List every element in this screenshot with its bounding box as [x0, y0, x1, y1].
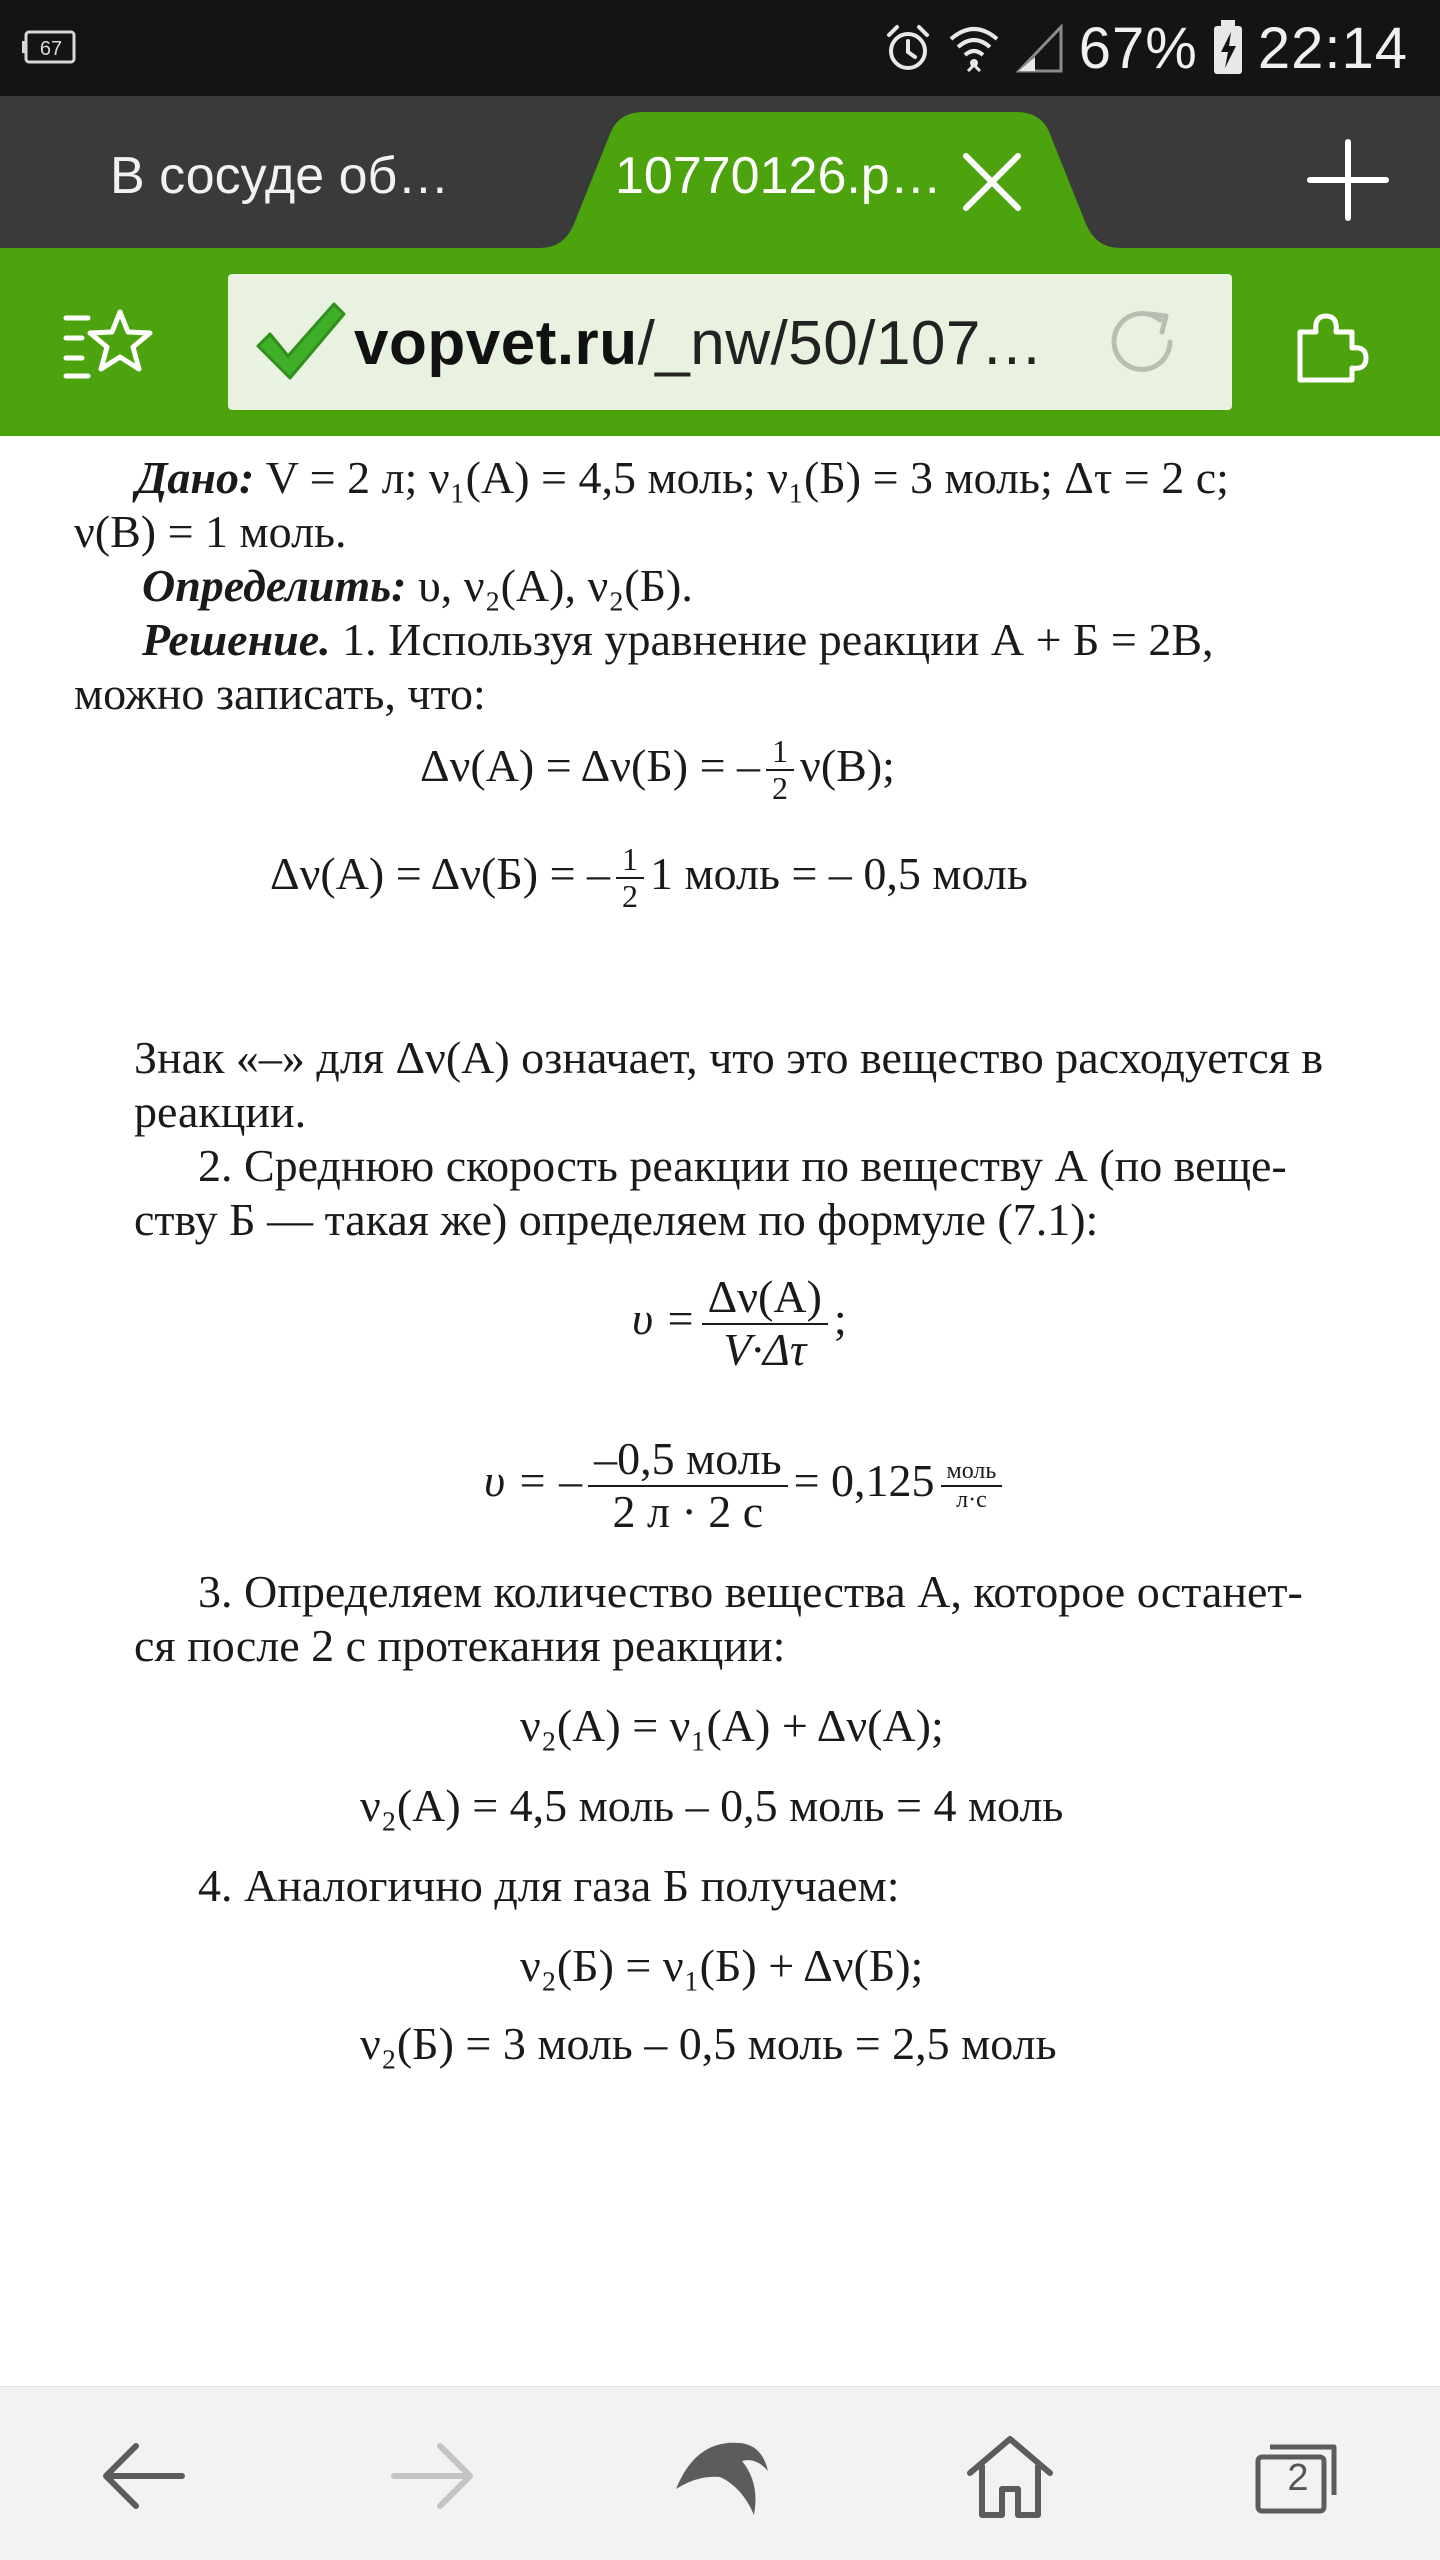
equation-2 [270, 842, 1028, 914]
document-content [0, 436, 1440, 2386]
solution-text: 1. Используя уравнение реакции А + Б = 2В, [330, 614, 1214, 665]
fraction-half: $\frac{1}{2}$ [616, 842, 644, 914]
signal-icon [1015, 21, 1065, 75]
home-icon[interactable] [962, 2431, 1058, 2521]
given-text: V = 2 л; ν₁(А) = 4,5 моль; ν₁(Б) = 3 моль; Δτ = 2 с; [254, 452, 1229, 503]
tab-inactive[interactable] [0, 96, 560, 248]
find-text: υ, ν₂(А), ν₂(Б). [406, 560, 693, 611]
tab-strip [0, 96, 1440, 248]
equation-6: ν₂(А) = 4,5 моль – 0,5 моль = 4 моль [360, 1780, 1064, 1831]
url-domain: vopvet.ru [354, 309, 638, 378]
clock: 22:14 [1257, 15, 1408, 81]
back-arrow-icon[interactable] [96, 2431, 192, 2521]
given-line [136, 450, 1229, 506]
solution-label: Решение. [142, 614, 331, 665]
equation-3-right: ; [833, 1293, 847, 1345]
fraction-half: $\frac{1}{2}$ [766, 734, 794, 806]
find-line [142, 558, 693, 614]
step2-line-2: ству Б — такая же) определяем по формуле (7.1): [134, 1194, 1099, 1245]
alarm-icon [883, 21, 933, 75]
secure-check-icon [248, 294, 348, 390]
equation-4-left: υ = – [484, 1455, 583, 1507]
dolphin-menu-icon[interactable] [672, 2431, 772, 2521]
equation-1 [420, 734, 895, 806]
url-text [354, 308, 1043, 379]
bottom-navigation [0, 2386, 1440, 2560]
reload-icon[interactable] [1104, 304, 1180, 380]
tab-active-title: 10770126.p… [615, 147, 942, 205]
equation-3-left: υ = [632, 1293, 696, 1345]
toolbar [0, 248, 1440, 436]
step3-line: 3. Определяем количество вещества А, которое останет- [198, 1566, 1303, 1617]
status-bar [0, 0, 1440, 96]
equation-7: ν₂(Б) = ν₁(Б) + Δν(Б); [520, 1940, 924, 1991]
url-path: /_nw/50/107… [637, 309, 1044, 378]
notification-counter-text: 67 [39, 38, 63, 60]
equation-5: ν₂(А) = ν₁(А) + Δν(А); [520, 1700, 944, 1751]
battery-charging-icon [1212, 20, 1244, 76]
step4-line: 4. Аналогично для газа Б получаем: [198, 1860, 900, 1911]
solution-line-2: можно записать, что: [74, 668, 486, 719]
extensions-puzzle-icon[interactable] [1294, 308, 1370, 384]
equation-4-mid: = 0,125 [793, 1455, 935, 1507]
notification-counter-icon [22, 28, 78, 66]
plus-icon[interactable] [1306, 138, 1390, 222]
step2-line: 2. Среднюю скорость реакции по веществу А (по веще- [198, 1140, 1287, 1191]
equation-4 [484, 1434, 1008, 1537]
sign-line-2: реакции. [134, 1086, 307, 1137]
sign-line: Знак «–» для Δν(А) означает, что это вещество расходуется в [134, 1032, 1324, 1083]
forward-arrow-icon[interactable] [384, 2431, 480, 2521]
rate-value-fraction: $\frac{\text{–0,5 моль}}{2 л \cdot 2 с}$ [588, 1434, 787, 1537]
equation-2-right: 1 моль = – 0,5 моль [650, 847, 1028, 899]
step3-line-2: ся после 2 с протекания реакции: [134, 1620, 786, 1671]
rate-fraction: $\frac{\Delta\nu(А)}{V\cdot\Delta\tau}$ [702, 1272, 828, 1375]
battery-percent: 67% [1078, 15, 1198, 81]
equation-2-left: Δν(А) = Δν(Б) = – [270, 847, 611, 899]
given-label: Дано: [136, 452, 255, 503]
status-icons [883, 14, 1408, 82]
tab-count: 2 [1287, 2457, 1309, 2499]
tab-title: В сосуде об… [110, 147, 450, 205]
given-line-2: ν(В) = 1 моль. [74, 506, 347, 557]
close-icon[interactable] [960, 150, 1024, 214]
solution-line [142, 612, 1214, 668]
unit-fraction: $\frac{\text{моль}}{л\cdot с}$ [941, 1458, 1003, 1513]
wifi-icon [947, 21, 1001, 75]
equation-1-left: Δν(А) = Δν(Б) = – [420, 739, 761, 791]
equation-1-right: ν(В); [800, 739, 895, 791]
equation-8: ν₂(Б) = 3 моль – 0,5 моль = 2,5 моль [360, 2018, 1057, 2069]
equation-3 [632, 1272, 847, 1375]
bookmarks-star-icon[interactable] [60, 306, 156, 382]
address-bar[interactable] [228, 274, 1232, 410]
find-label: Определить: [142, 560, 407, 611]
